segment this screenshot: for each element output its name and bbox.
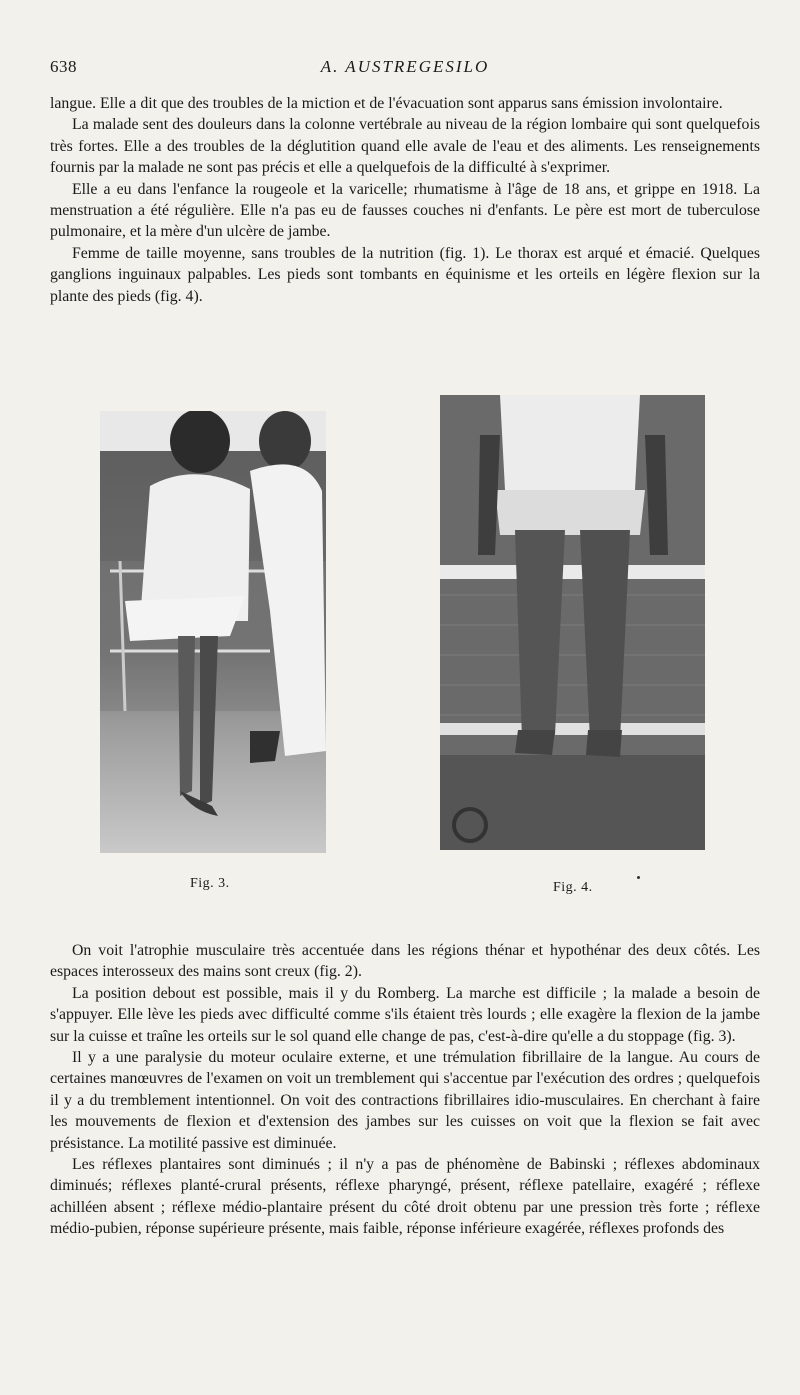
paragraph: Elle a eu dans l'enfance la rougeole et la varicelle; rhumatisme à l'âge de 18 ans, et grippe en 1918. La menstruation a été régulière. Elle n'a pas eu de fausses couches ni d'enfants. Le père est mort de tuberculose pulmonaire, et la mère d'un ulcère de jambe. bbox=[50, 180, 760, 241]
paragraph: Il y a une paralysie du moteur oculaire externe, et une trémulation fibrillaire de la langue. Au cours de certaines manœuvres de l'examen on voit un tremblement qui s'accentue par l'exécution des ordres ; quelquefois il y a du tremblement intentionnel. On voit des contractions fibrillaires idio-musculaires. En cherchant à faire les mouvements de flexion et d'extension des jambes sur les cuisses on voit que la flexion se fait avec présistance. La motilité passive est diminuée. bbox=[50, 1049, 760, 1152]
text-block-bottom bbox=[50, 940, 760, 1240]
paragraph: Femme de taille moyenne, sans troubles de la nutrition (fig. 1). Le thorax est arqué et émacié. Quelques ganglions inguinaux palpables. Les pieds sont tombants en équinisme et les orteils en légère flexion sur la plante des pieds (fig. 4). bbox=[50, 244, 760, 305]
figure-3-caption: Fig. 3. bbox=[190, 876, 230, 891]
figure-4-caption: Fig. 4. bbox=[553, 880, 593, 895]
page-number: 638 bbox=[50, 57, 77, 76]
running-head: A. AUSTREGESILO bbox=[320, 57, 490, 76]
figure-3-photograph bbox=[100, 411, 326, 853]
paragraph: La position debout est possible, mais il y du Romberg. La marche est difficile ; la malade a besoin de s'appuyer. Elle lève les pieds avec difficulté comme s'ils étaient très lourds ; elle exagère la flexion de la jambe sur la cuisse et traîne les orteils sur le sol quand elle change de pas, c'est-à-dire qu'elle a du stoppage (fig. 3). bbox=[50, 984, 760, 1045]
paragraph: langue. Elle a dit que des troubles de la miction et de l'évacuation sont apparus sans émission involontaire. bbox=[50, 95, 723, 112]
figure-4-photograph bbox=[440, 395, 705, 850]
page-header bbox=[50, 57, 760, 81]
paragraph: Les réflexes plantaires sont diminués ; il n'y a pas de phénomène de Babinski ; réflexes abdominaux diminués; réflexes planté-crural présents, réflexe pharyngé, présent, réflexe patellaire, exagéré ; réflexe achilléen absent ; réflexe médio-plantaire présent du côté droit obtenu par une pression très forte ; réflexe médio-pubien, réponse supérieure présente, mais faible, réponse inférieure exagérée, réflexes profonds des bbox=[50, 1156, 760, 1238]
stray-mark bbox=[637, 876, 640, 879]
paragraph: La malade sent des douleurs dans la colonne vertébrale au niveau de la région lombaire qui sont quelquefois très fortes. Elle a des troubles de la déglutition quand elle avale de l'eau et des aliments. Les renseignements fournis par la malade ne sont pas précis et elle a quelquefois de la difficulté à s'exprimer. bbox=[50, 116, 760, 177]
paragraph: On voit l'atrophie musculaire très accentuée dans les régions thénar et hypothénar des deux côtés. Les espaces interosseux des mains sont creux (fig. 2). bbox=[50, 942, 760, 981]
text-block-top bbox=[50, 93, 760, 307]
